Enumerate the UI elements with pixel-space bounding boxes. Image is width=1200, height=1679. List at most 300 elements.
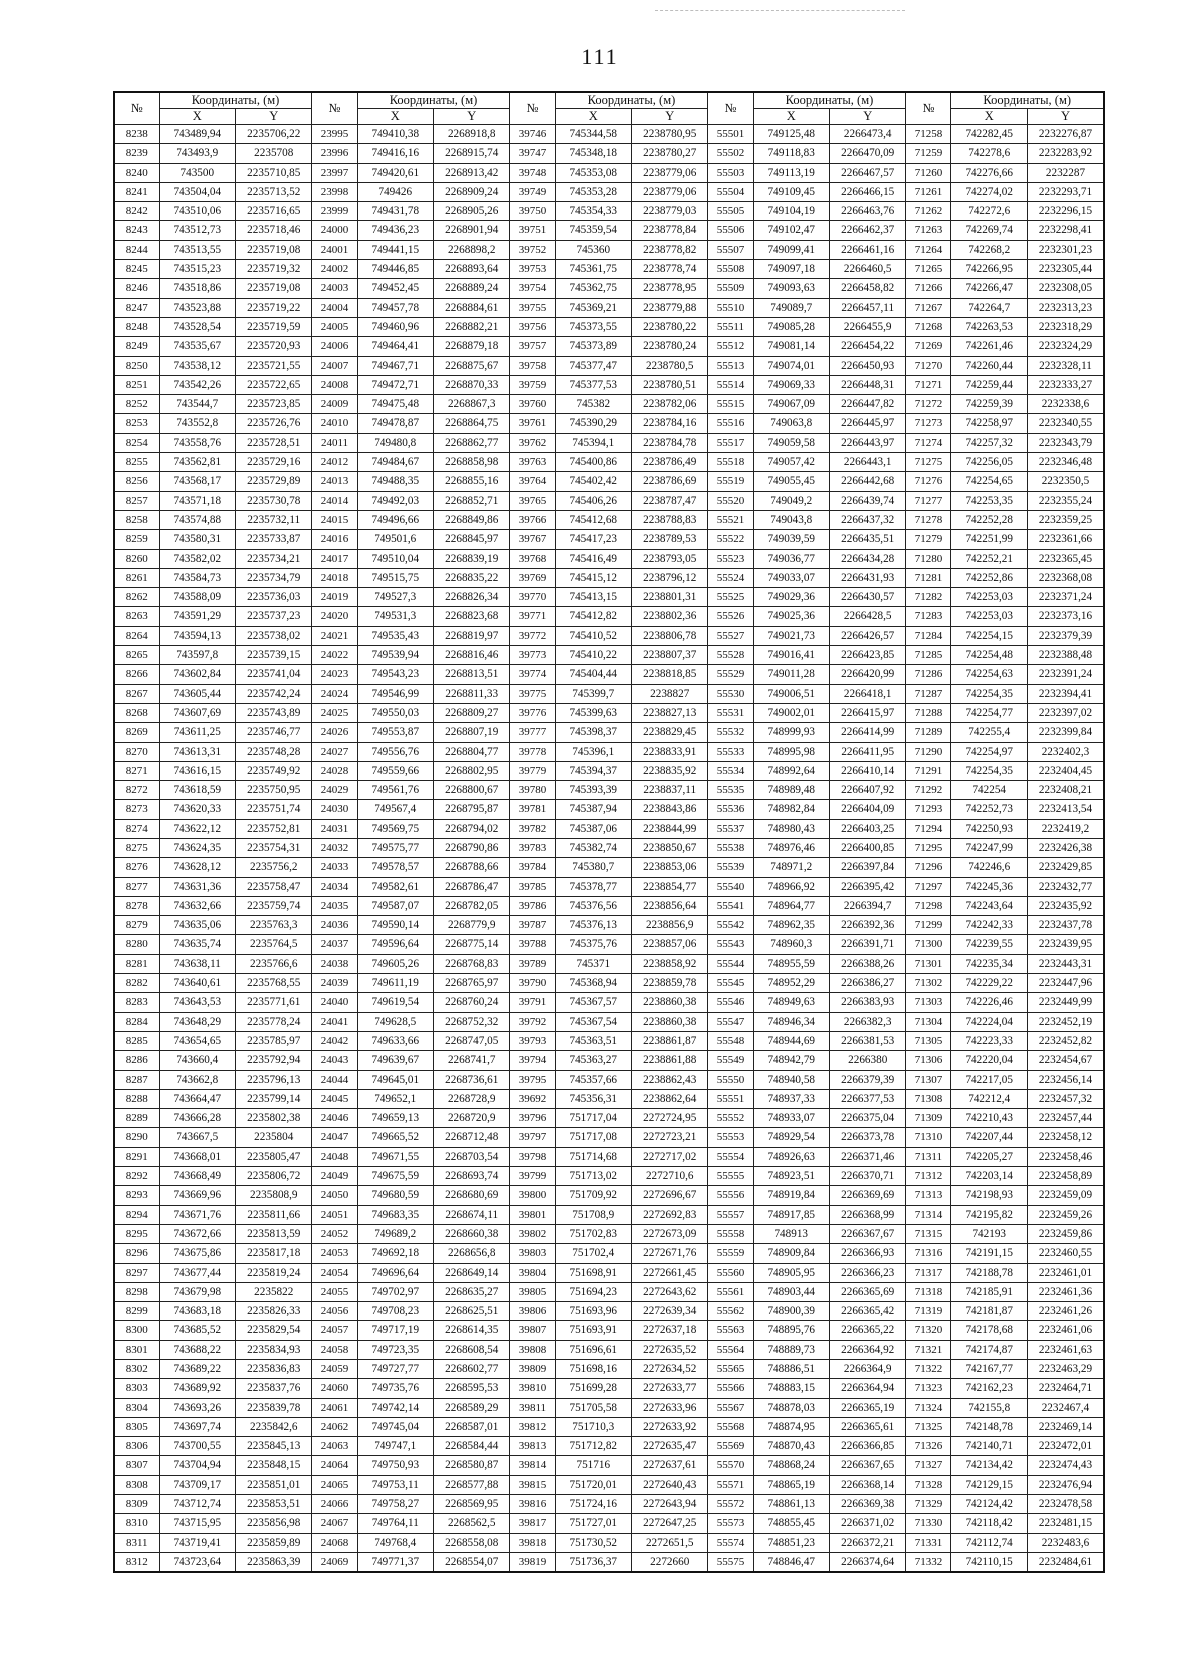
y-coordinate: 2266404,09 <box>829 800 905 819</box>
x-coordinate: 749063,8 <box>753 414 829 433</box>
y-coordinate: 2266372,21 <box>829 1533 905 1552</box>
point-number: 55524 <box>708 568 753 587</box>
point-number: 24045 <box>312 1089 357 1108</box>
x-coordinate: 749109,45 <box>753 182 829 201</box>
point-number: 55519 <box>708 472 753 491</box>
y-coordinate: 2235719,59 <box>236 317 312 336</box>
x-coordinate: 749016,41 <box>753 646 829 665</box>
x-coordinate: 742217,05 <box>951 1070 1027 1089</box>
y-coordinate: 2272692,83 <box>631 1205 707 1224</box>
y-coordinate: 2232458,12 <box>1027 1128 1104 1147</box>
column-header-y: Y <box>829 109 905 125</box>
y-coordinate: 2266410,14 <box>829 761 905 780</box>
x-coordinate: 751702,83 <box>555 1224 631 1243</box>
x-coordinate: 743597,8 <box>159 646 235 665</box>
x-coordinate: 745396,1 <box>555 742 631 761</box>
point-number: 24061 <box>312 1398 357 1417</box>
x-coordinate: 742272,6 <box>951 202 1027 221</box>
y-coordinate: 2235796,13 <box>236 1070 312 1089</box>
y-coordinate: 2266369,38 <box>829 1495 905 1514</box>
y-coordinate: 2235839,78 <box>236 1398 312 1417</box>
x-coordinate: 742210,43 <box>951 1109 1027 1128</box>
y-coordinate: 2232373,16 <box>1027 607 1104 626</box>
x-coordinate: 749659,13 <box>357 1109 433 1128</box>
x-coordinate: 749633,66 <box>357 1031 433 1050</box>
point-number: 24028 <box>312 761 357 780</box>
x-coordinate: 745354,33 <box>555 202 631 221</box>
point-number: 71329 <box>906 1495 951 1514</box>
y-coordinate: 2272633,96 <box>631 1398 707 1417</box>
y-coordinate: 2268864,75 <box>434 414 510 433</box>
point-number: 24005 <box>312 317 357 336</box>
point-number: 39767 <box>510 530 555 549</box>
point-number: 55554 <box>708 1147 753 1166</box>
y-coordinate: 2235822 <box>236 1282 312 1301</box>
point-number: 39819 <box>510 1552 555 1572</box>
y-coordinate: 2235722,65 <box>236 375 312 394</box>
x-coordinate: 742266,95 <box>951 260 1027 279</box>
x-coordinate: 749410,38 <box>357 125 433 144</box>
table-row <box>114 144 1104 163</box>
x-coordinate: 749021,73 <box>753 626 829 645</box>
point-number: 71332 <box>906 1552 951 1572</box>
y-coordinate: 2266368,14 <box>829 1475 905 1494</box>
x-coordinate: 749099,41 <box>753 240 829 259</box>
point-number: 8271 <box>114 761 159 780</box>
y-coordinate: 2266454,22 <box>829 337 905 356</box>
point-number: 8286 <box>114 1051 159 1070</box>
y-coordinate: 2238784,16 <box>631 414 707 433</box>
point-number: 71287 <box>906 684 951 703</box>
point-number: 39773 <box>510 646 555 665</box>
x-coordinate: 749727,77 <box>357 1360 433 1379</box>
x-coordinate: 749081,14 <box>753 337 829 356</box>
point-number: 39764 <box>510 472 555 491</box>
y-coordinate: 2268741,7 <box>434 1051 510 1070</box>
y-coordinate: 2272647,25 <box>631 1514 707 1533</box>
point-number: 71317 <box>906 1263 951 1282</box>
y-coordinate: 2266443,97 <box>829 433 905 452</box>
y-coordinate: 2238837,11 <box>631 781 707 800</box>
point-number: 55543 <box>708 935 753 954</box>
table-row <box>114 453 1104 472</box>
point-number: 8305 <box>114 1417 159 1436</box>
x-coordinate: 743668,49 <box>159 1167 235 1186</box>
x-coordinate: 743618,59 <box>159 781 235 800</box>
x-coordinate: 743628,12 <box>159 858 235 877</box>
y-coordinate: 2238857,06 <box>631 935 707 954</box>
point-number: 24019 <box>312 588 357 607</box>
point-number: 8261 <box>114 568 159 587</box>
y-coordinate: 2232340,55 <box>1027 414 1104 433</box>
x-coordinate: 743489,94 <box>159 125 235 144</box>
x-coordinate: 743700,55 <box>159 1437 235 1456</box>
point-number: 8248 <box>114 317 159 336</box>
x-coordinate: 742247,99 <box>951 838 1027 857</box>
point-number: 55532 <box>708 723 753 742</box>
table-row <box>114 1495 1104 1514</box>
x-coordinate: 742250,93 <box>951 819 1027 838</box>
x-coordinate: 742195,82 <box>951 1205 1027 1224</box>
table-row <box>114 703 1104 722</box>
y-coordinate: 2266400,85 <box>829 838 905 857</box>
y-coordinate: 2235742,24 <box>236 684 312 703</box>
y-coordinate: 2272717,02 <box>631 1147 707 1166</box>
x-coordinate: 743712,74 <box>159 1495 235 1514</box>
point-number: 71314 <box>906 1205 951 1224</box>
point-number: 71331 <box>906 1533 951 1552</box>
y-coordinate: 2268786,47 <box>434 877 510 896</box>
point-number: 39785 <box>510 877 555 896</box>
y-coordinate: 2235734,21 <box>236 549 312 568</box>
x-coordinate: 748982,84 <box>753 800 829 819</box>
x-coordinate: 749049,2 <box>753 491 829 510</box>
x-coordinate: 745353,28 <box>555 182 631 201</box>
y-coordinate: 2268849,86 <box>434 510 510 529</box>
y-coordinate: 2268858,98 <box>434 453 510 472</box>
x-coordinate: 742252,28 <box>951 510 1027 529</box>
y-coordinate: 2232324,29 <box>1027 337 1104 356</box>
y-coordinate: 2266380 <box>829 1051 905 1070</box>
x-coordinate: 743704,94 <box>159 1456 235 1475</box>
table-row <box>114 1514 1104 1533</box>
point-number: 8254 <box>114 433 159 452</box>
y-coordinate: 2272661,45 <box>631 1263 707 1282</box>
x-coordinate: 749441,15 <box>357 240 433 259</box>
point-number: 24063 <box>312 1437 357 1456</box>
x-coordinate: 742191,15 <box>951 1244 1027 1263</box>
x-coordinate: 745377,47 <box>555 356 631 375</box>
point-number: 8312 <box>114 1552 159 1572</box>
y-coordinate: 2232338,6 <box>1027 395 1104 414</box>
y-coordinate: 2238862,43 <box>631 1070 707 1089</box>
x-coordinate: 743638,11 <box>159 954 235 973</box>
x-coordinate: 749550,03 <box>357 703 433 722</box>
table-row <box>114 1012 1104 1031</box>
y-coordinate: 2268760,24 <box>434 993 510 1012</box>
table-row <box>114 279 1104 298</box>
y-coordinate: 2238786,49 <box>631 453 707 472</box>
point-number: 55570 <box>708 1456 753 1475</box>
point-number: 39750 <box>510 202 555 221</box>
point-number: 24055 <box>312 1282 357 1301</box>
x-coordinate: 742252,21 <box>951 549 1027 568</box>
table-row <box>114 1533 1104 1552</box>
table-row <box>114 549 1104 568</box>
x-coordinate: 742282,45 <box>951 125 1027 144</box>
table-body <box>114 125 1104 1573</box>
y-coordinate: 2232293,71 <box>1027 182 1104 201</box>
x-coordinate: 745368,94 <box>555 974 631 993</box>
y-coordinate: 2272643,62 <box>631 1282 707 1301</box>
table-row <box>114 163 1104 182</box>
x-coordinate: 743523,88 <box>159 298 235 317</box>
table-row <box>114 375 1104 394</box>
point-number: 8297 <box>114 1263 159 1282</box>
point-number: 39755 <box>510 298 555 317</box>
point-number: 39790 <box>510 974 555 993</box>
point-number: 39798 <box>510 1147 555 1166</box>
point-number: 8259 <box>114 530 159 549</box>
point-number: 8267 <box>114 684 159 703</box>
y-coordinate: 2268879,18 <box>434 337 510 356</box>
y-coordinate: 2268918,8 <box>434 125 510 144</box>
point-number: 24030 <box>312 800 357 819</box>
point-number: 24017 <box>312 549 357 568</box>
y-coordinate: 2235848,15 <box>236 1456 312 1475</box>
point-number: 8276 <box>114 858 159 877</box>
table-row <box>114 1379 1104 1398</box>
point-number: 39812 <box>510 1417 555 1436</box>
point-number: 71283 <box>906 607 951 626</box>
x-coordinate: 745373,89 <box>555 337 631 356</box>
table-row <box>114 530 1104 549</box>
x-coordinate: 743622,12 <box>159 819 235 838</box>
point-number: 8277 <box>114 877 159 896</box>
point-number: 24054 <box>312 1263 357 1282</box>
y-coordinate: 2238793,05 <box>631 549 707 568</box>
x-coordinate: 749452,45 <box>357 279 433 298</box>
point-number: 39787 <box>510 916 555 935</box>
y-coordinate: 2238779,03 <box>631 202 707 221</box>
point-number: 71321 <box>906 1340 951 1359</box>
y-coordinate: 2272723,21 <box>631 1128 707 1147</box>
column-header-coordinates: Координаты, (м) <box>753 92 906 109</box>
column-header-coordinates: Координаты, (м) <box>357 92 510 109</box>
x-coordinate: 748955,59 <box>753 954 829 973</box>
x-coordinate: 742252,73 <box>951 800 1027 819</box>
x-coordinate: 751720,01 <box>555 1475 631 1494</box>
x-coordinate: 743662,8 <box>159 1070 235 1089</box>
point-number: 71322 <box>906 1360 951 1379</box>
y-coordinate: 2268587,01 <box>434 1417 510 1436</box>
x-coordinate: 748895,76 <box>753 1321 829 1340</box>
y-coordinate: 2268562,5 <box>434 1514 510 1533</box>
point-number: 8245 <box>114 260 159 279</box>
point-number: 39780 <box>510 781 555 800</box>
point-number: 39818 <box>510 1533 555 1552</box>
column-header-coordinates: Координаты, (м) <box>951 92 1104 109</box>
point-number: 24066 <box>312 1495 357 1514</box>
y-coordinate: 2266375,04 <box>829 1109 905 1128</box>
x-coordinate: 742205,27 <box>951 1147 1027 1166</box>
x-coordinate: 742254,15 <box>951 626 1027 645</box>
point-number: 55575 <box>708 1552 753 1572</box>
x-coordinate: 743719,41 <box>159 1533 235 1552</box>
x-coordinate: 749535,43 <box>357 626 433 645</box>
y-coordinate: 2266461,16 <box>829 240 905 259</box>
point-number: 55515 <box>708 395 753 414</box>
point-number: 24041 <box>312 1012 357 1031</box>
point-number: 55534 <box>708 761 753 780</box>
y-coordinate: 2238861,88 <box>631 1051 707 1070</box>
table-row <box>114 1340 1104 1359</box>
x-coordinate: 743594,13 <box>159 626 235 645</box>
point-number: 24057 <box>312 1321 357 1340</box>
y-coordinate: 2235792,94 <box>236 1051 312 1070</box>
y-coordinate: 2238778,82 <box>631 240 707 259</box>
point-number: 71298 <box>906 896 951 915</box>
point-number: 55505 <box>708 202 753 221</box>
y-coordinate: 2232333,27 <box>1027 375 1104 394</box>
point-number: 55526 <box>708 607 753 626</box>
x-coordinate: 743562,81 <box>159 453 235 472</box>
y-coordinate: 2238779,06 <box>631 163 707 182</box>
x-coordinate: 742193 <box>951 1224 1027 1243</box>
point-number: 71259 <box>906 144 951 163</box>
y-coordinate: 2266388,26 <box>829 954 905 973</box>
point-number: 8308 <box>114 1475 159 1494</box>
point-number: 8281 <box>114 954 159 973</box>
x-coordinate: 745387,94 <box>555 800 631 819</box>
y-coordinate: 2266434,28 <box>829 549 905 568</box>
point-number: 71264 <box>906 240 951 259</box>
column-header-num: № <box>510 92 555 125</box>
x-coordinate: 743607,69 <box>159 703 235 722</box>
point-number: 39781 <box>510 800 555 819</box>
x-coordinate: 751727,01 <box>555 1514 631 1533</box>
point-number: 55565 <box>708 1360 753 1379</box>
point-number: 24013 <box>312 472 357 491</box>
y-coordinate: 2268800,67 <box>434 781 510 800</box>
x-coordinate: 743689,22 <box>159 1360 235 1379</box>
x-coordinate: 749085,28 <box>753 317 829 336</box>
x-coordinate: 749002,01 <box>753 703 829 722</box>
table-row <box>114 472 1104 491</box>
y-coordinate: 2232361,66 <box>1027 530 1104 549</box>
y-coordinate: 2266431,93 <box>829 568 905 587</box>
x-coordinate: 743648,29 <box>159 1012 235 1031</box>
y-coordinate: 2232461,06 <box>1027 1321 1104 1340</box>
point-number: 71302 <box>906 974 951 993</box>
x-coordinate: 742259,39 <box>951 395 1027 414</box>
y-coordinate: 2268882,21 <box>434 317 510 336</box>
x-coordinate: 743669,96 <box>159 1186 235 1205</box>
point-number: 39793 <box>510 1031 555 1050</box>
y-coordinate: 2268577,88 <box>434 1475 510 1494</box>
table-row <box>114 1147 1104 1166</box>
x-coordinate: 742268,2 <box>951 240 1027 259</box>
x-coordinate: 742246,6 <box>951 858 1027 877</box>
point-number: 71261 <box>906 182 951 201</box>
y-coordinate: 2268595,53 <box>434 1379 510 1398</box>
y-coordinate: 2232464,71 <box>1027 1379 1104 1398</box>
point-number: 71289 <box>906 723 951 742</box>
x-coordinate: 748960,3 <box>753 935 829 954</box>
table-row <box>114 626 1104 645</box>
x-coordinate: 749006,51 <box>753 684 829 703</box>
y-coordinate: 2232371,24 <box>1027 588 1104 607</box>
y-coordinate: 2238786,69 <box>631 472 707 491</box>
x-coordinate: 745387,06 <box>555 819 631 838</box>
x-coordinate: 742140,71 <box>951 1437 1027 1456</box>
y-coordinate: 2238850,67 <box>631 838 707 857</box>
y-coordinate: 2268819,97 <box>434 626 510 645</box>
point-number: 71307 <box>906 1070 951 1089</box>
y-coordinate: 2266414,99 <box>829 723 905 742</box>
x-coordinate: 749723,35 <box>357 1340 433 1359</box>
x-coordinate: 748949,63 <box>753 993 829 1012</box>
y-coordinate: 2266386,27 <box>829 974 905 993</box>
y-coordinate: 2235726,76 <box>236 414 312 433</box>
y-coordinate: 2268602,77 <box>434 1360 510 1379</box>
point-number: 8253 <box>114 414 159 433</box>
x-coordinate: 749464,41 <box>357 337 433 356</box>
x-coordinate: 749702,97 <box>357 1282 433 1301</box>
x-coordinate: 749036,77 <box>753 549 829 568</box>
point-number: 71306 <box>906 1051 951 1070</box>
y-coordinate: 2235778,24 <box>236 1012 312 1031</box>
x-coordinate: 742224,04 <box>951 1012 1027 1031</box>
x-coordinate: 742252,86 <box>951 568 1027 587</box>
x-coordinate: 743664,47 <box>159 1089 235 1108</box>
y-coordinate: 2232305,44 <box>1027 260 1104 279</box>
y-coordinate: 2268775,14 <box>434 935 510 954</box>
point-number: 24062 <box>312 1417 357 1436</box>
x-coordinate: 745361,75 <box>555 260 631 279</box>
table-row <box>114 433 1104 452</box>
y-coordinate: 2235771,61 <box>236 993 312 1012</box>
y-coordinate: 2268635,27 <box>434 1282 510 1301</box>
point-number: 24023 <box>312 665 357 684</box>
y-coordinate: 2235719,22 <box>236 298 312 317</box>
point-number: 8247 <box>114 298 159 317</box>
point-number: 24059 <box>312 1360 357 1379</box>
point-number: 39751 <box>510 221 555 240</box>
x-coordinate: 742253,03 <box>951 588 1027 607</box>
point-number: 39768 <box>510 549 555 568</box>
x-coordinate: 748870,43 <box>753 1437 829 1456</box>
point-number: 55563 <box>708 1321 753 1340</box>
x-coordinate: 748942,79 <box>753 1051 829 1070</box>
point-number: 39746 <box>510 125 555 144</box>
y-coordinate: 2238778,74 <box>631 260 707 279</box>
y-coordinate: 2238829,45 <box>631 723 707 742</box>
y-coordinate: 2232287 <box>1027 163 1104 182</box>
x-coordinate: 742242,33 <box>951 916 1027 935</box>
point-number: 71275 <box>906 453 951 472</box>
y-coordinate: 2235710,85 <box>236 163 312 182</box>
x-coordinate: 749692,18 <box>357 1244 433 1263</box>
x-coordinate: 742162,23 <box>951 1379 1027 1398</box>
point-number: 39799 <box>510 1167 555 1186</box>
x-coordinate: 749460,96 <box>357 317 433 336</box>
x-coordinate: 748900,39 <box>753 1302 829 1321</box>
column-header-x: X <box>159 109 235 125</box>
x-coordinate: 743671,76 <box>159 1205 235 1224</box>
point-number: 24006 <box>312 337 357 356</box>
table-row <box>114 337 1104 356</box>
table-row <box>114 1167 1104 1186</box>
table-row <box>114 1360 1104 1379</box>
y-coordinate: 2235720,93 <box>236 337 312 356</box>
point-number: 71269 <box>906 337 951 356</box>
x-coordinate: 751699,28 <box>555 1379 631 1398</box>
x-coordinate: 745363,27 <box>555 1051 631 1070</box>
x-coordinate: 749758,27 <box>357 1495 433 1514</box>
point-number: 55503 <box>708 163 753 182</box>
point-number: 8270 <box>114 742 159 761</box>
x-coordinate: 742118,42 <box>951 1514 1027 1533</box>
point-number: 71297 <box>906 877 951 896</box>
x-coordinate: 743544,7 <box>159 395 235 414</box>
point-number: 71310 <box>906 1128 951 1147</box>
point-number: 71285 <box>906 646 951 665</box>
point-number: 55541 <box>708 896 753 915</box>
y-coordinate: 2268614,35 <box>434 1321 510 1340</box>
x-coordinate: 751709,92 <box>555 1186 631 1205</box>
y-coordinate: 2232457,44 <box>1027 1109 1104 1128</box>
